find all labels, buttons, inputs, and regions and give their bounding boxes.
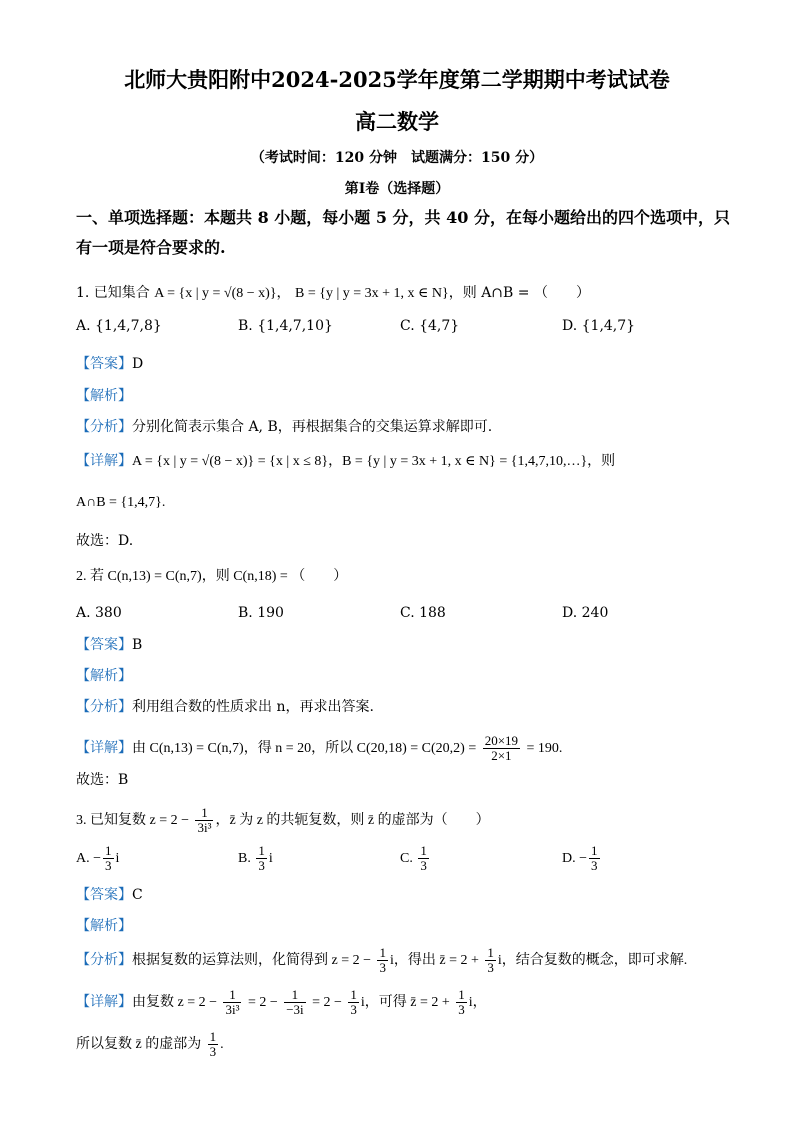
q1-set-a: A = {x | y = √(8 − x)}: [154, 286, 277, 301]
answer-label: 【答案】: [76, 887, 132, 903]
fraction-denominator: 3: [105, 857, 112, 873]
q3-detail-fraction-1: [223, 988, 241, 1017]
option-fraction: [589, 844, 600, 873]
q2-detail-fraction: [483, 734, 520, 763]
q3-fenxi-fraction-1: [377, 946, 388, 975]
detail-label: 【详解】: [76, 740, 132, 756]
q1-option-d: D. {1,4,7}: [562, 318, 636, 334]
q3-detail-fraction-4: [456, 988, 467, 1017]
option-prefix: B.: [238, 851, 255, 866]
fraction-denominator: 3: [487, 959, 494, 975]
q2-answer-value: B: [132, 637, 143, 653]
fraction-denominator: 3i³: [225, 1001, 240, 1017]
option-fraction: [418, 844, 429, 873]
option-suffix: i: [268, 851, 273, 866]
q3-answer-value: C: [132, 887, 143, 903]
q2-stem: 2. 若 C(n,13) = C(n,7)，则 C(n,18) = （ ）: [76, 569, 348, 584]
fraction-denominator: 3: [209, 1043, 217, 1059]
q3-option-c: [400, 842, 431, 875]
option-fraction: [103, 844, 114, 873]
fraction-numerator: 1: [223, 988, 241, 1003]
option-fraction: [256, 844, 267, 873]
q2-detail: [76, 732, 562, 765]
q3-detail-text-d: i，可得 z̄ = 2 +: [360, 995, 450, 1010]
q3-option-a: [76, 842, 119, 875]
q1-option-c: C. {4,7}: [400, 318, 460, 334]
fraction-numerator: 1: [379, 944, 386, 960]
exam-info: （考试时间：120 分钟 试题满分：150 分）: [250, 150, 544, 166]
q1-stem-prefix: 1. 已知集合: [76, 285, 150, 301]
q3-detail-text-b: = 2 −: [247, 995, 278, 1010]
section-heading-line2: 有一项是符合要求的.: [76, 238, 226, 257]
q2-conclusion: 故选：B: [76, 772, 129, 788]
q3-answer: [76, 885, 143, 905]
option-suffix: i: [115, 851, 120, 866]
q3-detail-fraction-3: [348, 988, 359, 1017]
detail-label: 【详解】: [76, 453, 132, 469]
q2-option-c: C. 188: [400, 605, 446, 621]
q1-answer: [76, 354, 143, 374]
q3-final-text-a: 所以复数 z̄ 的虚部为: [76, 1037, 202, 1052]
q1-stem: 1. 已知集合 A = {x | y = √(8 − x)}， B = {y | y = 3x + 1, x ∈ N}，则 A∩B = （ ）: [76, 285, 590, 301]
q3-detail-text-a: 由复数 z = 2 −: [132, 995, 218, 1010]
fraction-numerator: 1: [284, 988, 305, 1003]
q1-conclusion: 故选：D.: [76, 533, 134, 549]
q2-fenxi-text: 利用组合数的性质求出 n，再求出答案.: [132, 699, 374, 715]
section-heading-line1: 一、单项选择题：本题共 8 小题，每小题 5 分，共 40 分，在每小题给出的四个选项中，只: [76, 208, 730, 227]
q2-detail-text-b: = 190.: [526, 741, 563, 756]
fraction-numerator: 1: [105, 842, 112, 858]
q3-analysis-label: 【解析】: [76, 918, 132, 934]
q2-answer: [76, 635, 142, 655]
fraction-denominator: 2×1: [491, 747, 512, 763]
q1-fenxi: [76, 417, 492, 437]
q1-answer-value: D: [132, 356, 144, 372]
q3-stem-fraction: [195, 806, 213, 835]
fraction-numerator: 1: [591, 842, 598, 858]
option-prefix: C.: [400, 851, 417, 866]
q3-fenxi-text-a: 根据复数的运算法则，化简得到 z = 2 −: [132, 953, 372, 968]
fraction-numerator: 1: [487, 944, 494, 960]
q3-detail: [76, 986, 487, 1019]
q3-detail-text-c: = 2 −: [312, 995, 342, 1010]
fraction-numerator: 1: [458, 986, 465, 1002]
exam-subject: 高二数学: [355, 109, 439, 134]
q1-detail-line1: [76, 451, 615, 472]
q2-option-a: A. 380: [76, 605, 122, 621]
option-prefix: A. −: [76, 851, 102, 866]
fraction-numerator: 1: [258, 842, 265, 858]
fraction-numerator: 1: [195, 806, 213, 821]
q3-detail-text-e: i，: [468, 995, 487, 1010]
q2-option-b: B. 190: [238, 605, 284, 621]
q3-option-d: [562, 842, 602, 875]
q3-detail-fraction-2: [284, 988, 305, 1017]
q3-final-text-b: .: [220, 1037, 224, 1052]
q1-fenxi-text: 分别化简表示集合 A, B，再根据集合的交集运算求解即可.: [132, 419, 493, 435]
q2-fenxi: [76, 697, 374, 717]
fraction-numerator: 1: [420, 842, 427, 858]
q3-option-b: [238, 842, 273, 875]
fenxi-label: 【分析】: [76, 952, 132, 968]
fraction-denominator: 3i³: [197, 819, 212, 835]
q1-detail-line2: A∩B = {1,4,7}.: [76, 495, 166, 510]
fraction-denominator: 3: [350, 1001, 357, 1017]
fraction-denominator: −3i: [286, 1001, 304, 1017]
fraction-denominator: 3: [379, 959, 386, 975]
fraction-numerator: 1: [350, 986, 357, 1002]
fraction-denominator: 3: [258, 857, 265, 873]
q3-stem-text-a: 3. 已知复数 z = 2 −: [76, 813, 190, 828]
q3-fenxi: [76, 944, 687, 977]
q1-option-a: A. {1,4,7,8}: [76, 318, 162, 334]
q2-detail-text-a: 由 C(n,13) = C(n,7)，得 n = 20，所以 C(20,18) = C(20,2) =: [132, 741, 477, 756]
q3-final: [76, 1028, 224, 1061]
fraction-denominator: 3: [420, 857, 427, 873]
fraction-numerator: 20×19: [484, 732, 519, 748]
part-heading: 第Ⅰ卷（选择题）: [344, 181, 450, 197]
q3-stem: [76, 804, 490, 837]
detail-label: 【详解】: [76, 994, 132, 1010]
fraction-numerator: 1: [209, 1028, 217, 1044]
fenxi-label: 【分析】: [76, 419, 132, 435]
q1-set-b: B = {y | y = 3x + 1, x ∈ N}: [295, 286, 449, 301]
fraction-denominator: 3: [591, 857, 598, 873]
q3-fenxi-fraction-2: [485, 946, 496, 975]
fenxi-label: 【分析】: [76, 699, 132, 715]
q3-stem-text-b: ，z̄ 为 z 的共轭复数，则 z̄ 的虚部为（ ）: [215, 813, 490, 828]
answer-label: 【答案】: [76, 356, 132, 372]
q3-fenxi-text-b: i，得出 z̄ = 2 +: [389, 953, 479, 968]
answer-label: 【答案】: [76, 637, 132, 653]
q1-analysis-label: 【解析】: [76, 388, 132, 404]
q1-detail-text-1: A = {x | y = √(8 − x)} = {x | x ≤ 8}，B = {y | y = 3x + 1, x ∈ N} = {1,4,7,10,…}，则: [132, 454, 616, 469]
q1-option-b: B. {1,4,7,10}: [238, 318, 333, 334]
option-prefix: D. −: [562, 851, 588, 866]
q3-fenxi-text-c: i，结合复数的概念，即可求解.: [497, 953, 688, 968]
q3-final-fraction: [208, 1030, 219, 1059]
q2-option-d: D. 240: [562, 605, 609, 621]
q2-analysis-label: 【解析】: [76, 668, 132, 684]
q1-stem-suffix: ，则 A∩B = （ ）: [448, 285, 590, 301]
fraction-denominator: 3: [458, 1001, 465, 1017]
exam-title: 北师大贵阳附中2024-2025学年度第二学期期中考试试卷: [124, 67, 670, 92]
